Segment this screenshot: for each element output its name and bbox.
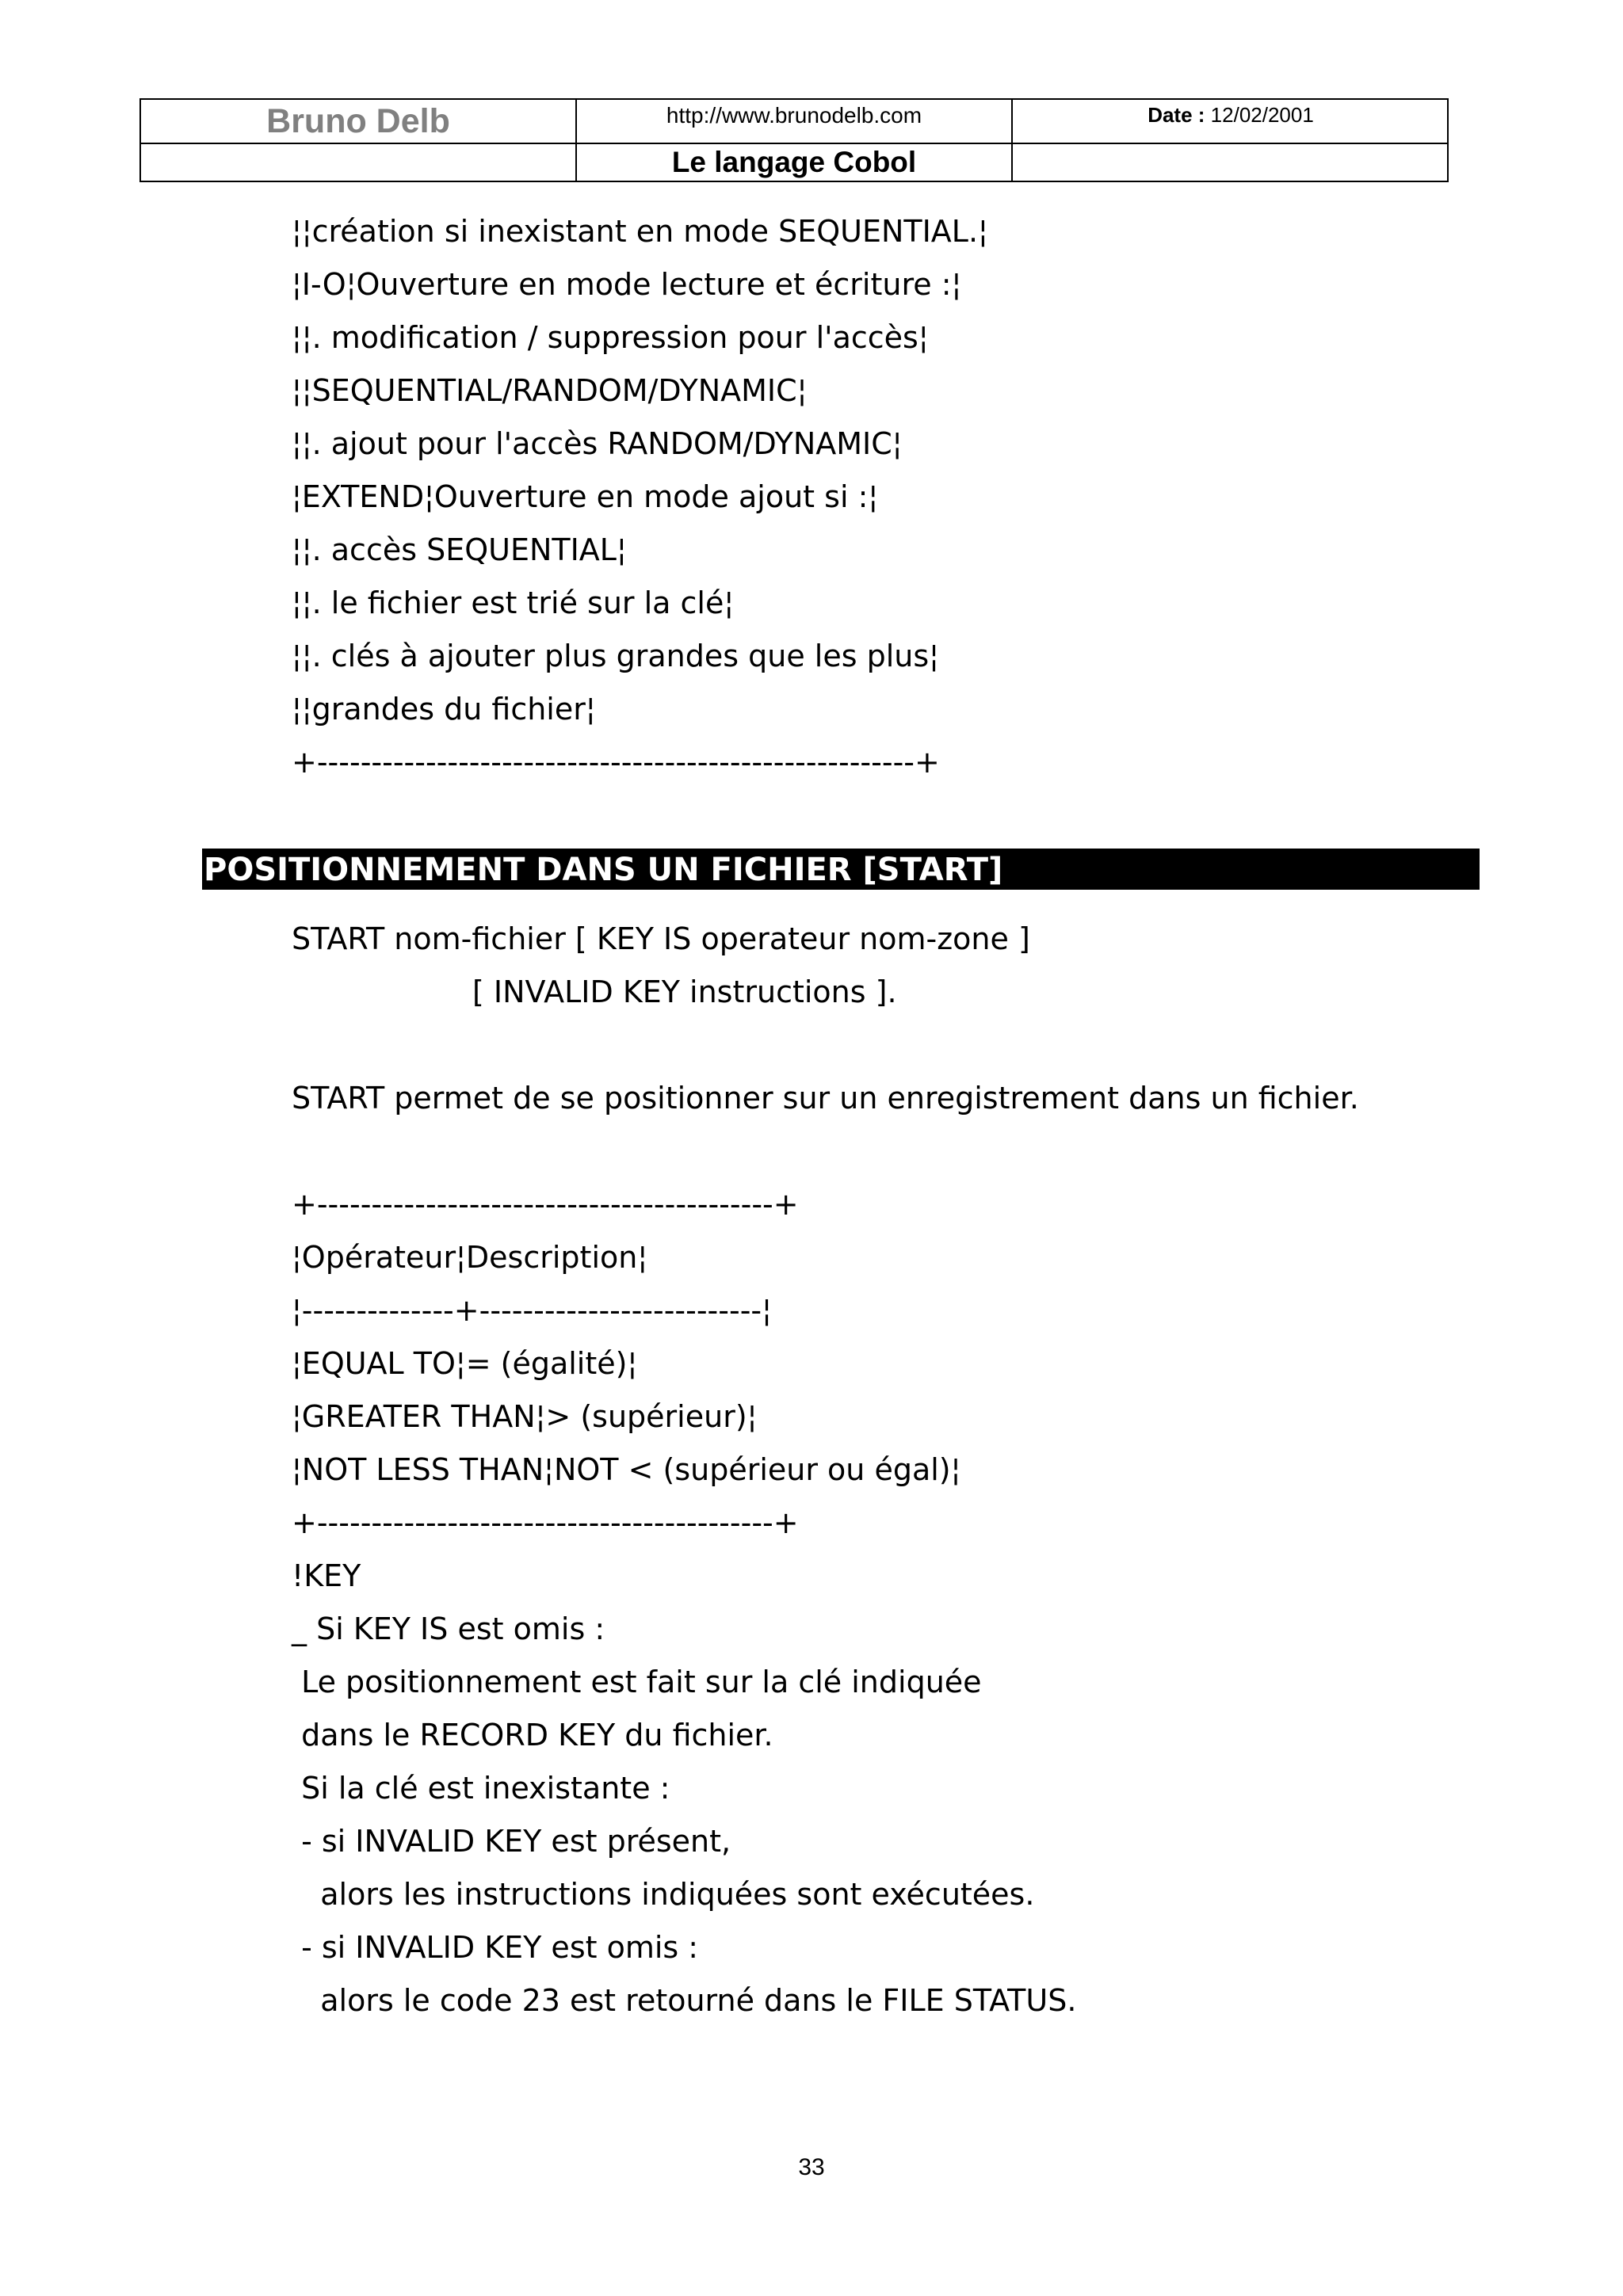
section-heading <box>202 849 1480 890</box>
page-number: 33 <box>798 2154 825 2180</box>
header-date-label: Date : <box>1148 103 1205 127</box>
text-line: ¦¦. clés à ajouter plus grandes que les plus¦ <box>292 639 939 673</box>
table-line: ¦--------------+--------------------------¦ <box>292 1293 772 1328</box>
syntax-line: [ INVALID KEY instructions ]. <box>472 974 897 1009</box>
note-line: Le positionnement est fait sur la clé indiquée <box>292 1665 982 1699</box>
table-line: ¦EQUAL TO¦= (égalité)¦ <box>292 1346 638 1381</box>
note-line: dans le RECORD KEY du fichier. <box>292 1718 773 1753</box>
text-line: ¦¦SEQUENTIAL/RANDOM/DYNAMIC¦ <box>292 373 808 408</box>
note-line: Si la clé est inexistante : <box>292 1771 670 1806</box>
table-line: +------------------------------------------+ <box>292 1505 799 1540</box>
syntax-line: START nom-fichier [ KEY IS operateur nom-zone ] <box>292 921 1030 956</box>
text-line: ¦¦. modification / suppression pour l'accès¦ <box>292 320 929 355</box>
description-text: START permet de se positionner sur un enregistrement dans un fichier. <box>292 1081 1359 1116</box>
text-line: ¦¦création si inexistant en mode SEQUENTIAL.¦ <box>292 214 988 249</box>
table-line: ¦Opérateur¦Description¦ <box>292 1240 648 1275</box>
header-date-value: 12/02/2001 <box>1210 103 1314 127</box>
header-url: http://www.brunodelb.com <box>666 103 922 128</box>
header-author: Bruno Delb <box>266 102 450 140</box>
text-line: ¦¦. accès SEQUENTIAL¦ <box>292 532 627 567</box>
note-line: alors les instructions indiquées sont exécutées. <box>292 1877 1035 1912</box>
note-line: - si INVALID KEY est omis : <box>292 1930 699 1965</box>
table-line: ¦GREATER THAN¦> (supérieur)¦ <box>292 1399 758 1434</box>
table-line: ¦NOT LESS THAN¦NOT < (supérieur ou égal)¦ <box>292 1452 961 1487</box>
header-doc-title: Le langage Cobol <box>671 146 917 178</box>
note-line: alors le code 23 est retourné dans le FILE STATUS. <box>292 1983 1077 2018</box>
page-header <box>139 98 1449 182</box>
section-title: POSITIONNEMENT DANS UN FICHIER [START] <box>204 852 1003 888</box>
text-line: ¦EXTEND¦Ouverture en mode ajout si :¦ <box>292 479 879 514</box>
note-line: - si INVALID KEY est présent, <box>292 1824 731 1859</box>
text-line: ¦I-O¦Ouverture en mode lecture et écriture :¦ <box>292 267 962 302</box>
text-line: ¦¦. le fichier est trié sur la clé¦ <box>292 585 735 620</box>
note-line: !KEY <box>292 1558 361 1593</box>
table-line: +------------------------------------------+ <box>292 1187 799 1222</box>
text-line: ¦¦. ajout pour l'accès RANDOM/DYNAMIC¦ <box>292 426 903 461</box>
text-line: ¦¦grandes du fichier¦ <box>292 692 596 727</box>
note-line: _ Si KEY IS est omis : <box>292 1611 605 1646</box>
header-date <box>1013 100 1449 143</box>
text-line: +-------------------------------------------------------+ <box>292 745 940 780</box>
